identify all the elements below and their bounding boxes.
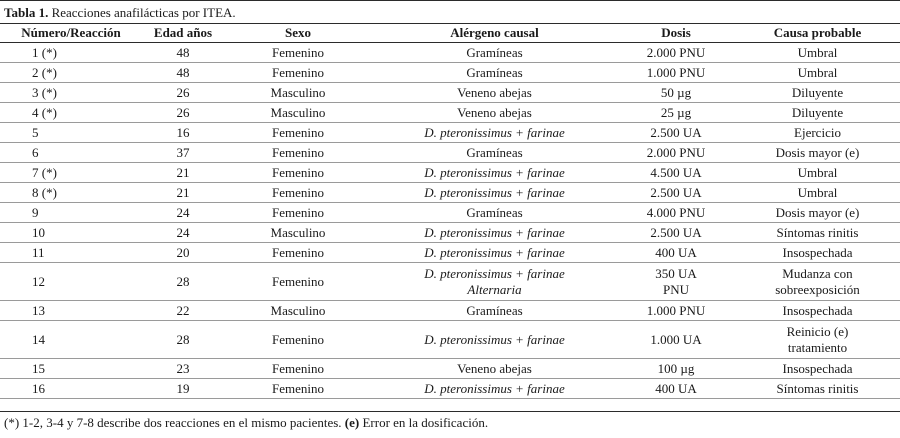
cell-edad: 16 bbox=[142, 123, 224, 143]
cell-alergeno bbox=[372, 203, 617, 223]
cell-sexo: Femenino bbox=[224, 143, 372, 163]
cell-edad: 48 bbox=[142, 43, 224, 63]
header-row bbox=[0, 23, 900, 43]
dosis-line: 2.500 UA bbox=[650, 224, 702, 240]
dosis-line: 25 µg bbox=[660, 104, 692, 120]
cell-edad: 20 bbox=[142, 243, 224, 263]
cell-dosis bbox=[617, 183, 735, 203]
footnote-mark: (e) bbox=[344, 415, 360, 430]
cell-sexo: Masculino bbox=[224, 301, 372, 321]
dosis-line: 400 UA bbox=[655, 380, 697, 396]
cell-sexo: Femenino bbox=[224, 243, 372, 263]
cell-edad: 48 bbox=[142, 63, 224, 83]
cell-numero: 5 bbox=[0, 123, 142, 143]
table-row bbox=[0, 301, 900, 321]
alergeno-line: D. pteronissimus + farinae bbox=[424, 380, 565, 396]
cell-alergeno bbox=[372, 143, 617, 163]
cell-dosis bbox=[617, 359, 735, 379]
cell-edad: 21 bbox=[142, 183, 224, 203]
cell-causa bbox=[735, 83, 900, 103]
table-body bbox=[0, 43, 900, 399]
table-row bbox=[0, 83, 900, 103]
col-header-numero: Número/Reacción bbox=[0, 23, 142, 43]
causa-line: Insospechada bbox=[782, 244, 853, 260]
cell-sexo: Femenino bbox=[224, 203, 372, 223]
causa-line: Diluyente bbox=[791, 104, 844, 120]
dosis-line: 4.500 UA bbox=[650, 164, 702, 180]
causa-line: Diluyente bbox=[791, 84, 844, 100]
alergeno-line: Gramíneas bbox=[466, 302, 523, 318]
table-row bbox=[0, 223, 900, 243]
cell-dosis bbox=[617, 243, 735, 263]
table-row bbox=[0, 163, 900, 183]
cell-sexo: Masculino bbox=[224, 223, 372, 243]
cell-numero: 16 bbox=[0, 379, 142, 399]
dosis-line: PNU bbox=[662, 281, 689, 297]
cell-causa bbox=[735, 243, 900, 263]
causa-line: Umbral bbox=[797, 44, 838, 60]
causa-line: Dosis mayor (e) bbox=[775, 204, 860, 220]
cell-dosis bbox=[617, 83, 735, 103]
alergeno-line: D. pteronissimus + farinae bbox=[424, 265, 565, 281]
cell-edad: 24 bbox=[142, 203, 224, 223]
cell-numero: 4 (*) bbox=[0, 103, 142, 123]
cell-numero: 3 (*) bbox=[0, 83, 142, 103]
dosis-line: 2.500 UA bbox=[650, 124, 702, 140]
cell-edad: 37 bbox=[142, 143, 224, 163]
cell-numero: 15 bbox=[0, 359, 142, 379]
alergeno-line: Veneno abejas bbox=[457, 360, 532, 376]
causa-line: Síntomas rinitis bbox=[776, 380, 859, 396]
cell-numero: 6 bbox=[0, 143, 142, 163]
table-row bbox=[0, 359, 900, 379]
cell-edad: 23 bbox=[142, 359, 224, 379]
cell-edad: 28 bbox=[142, 321, 224, 359]
cell-dosis bbox=[617, 143, 735, 163]
cell-causa bbox=[735, 263, 900, 301]
table-row bbox=[0, 63, 900, 83]
cell-alergeno bbox=[372, 103, 617, 123]
cell-causa bbox=[735, 379, 900, 399]
cell-edad: 21 bbox=[142, 163, 224, 183]
alergeno-line: D. pteronissimus + farinae bbox=[424, 244, 565, 260]
table-row bbox=[0, 203, 900, 223]
cell-dosis bbox=[617, 379, 735, 399]
causa-line: tratamiento bbox=[787, 339, 848, 355]
col-header-alergeno: Alérgeno causal bbox=[372, 23, 617, 43]
cell-dosis bbox=[617, 263, 735, 301]
alergeno-line: D. pteronissimus + farinae bbox=[424, 184, 565, 200]
cell-dosis bbox=[617, 163, 735, 183]
cell-numero: 11 bbox=[0, 243, 142, 263]
table-row bbox=[0, 123, 900, 143]
table-caption bbox=[4, 2, 236, 24]
cell-numero: 12 bbox=[0, 263, 142, 301]
dosis-line: 2.000 PNU bbox=[646, 44, 706, 60]
causa-line: Umbral bbox=[797, 184, 838, 200]
alergeno-line: Veneno abejas bbox=[457, 84, 532, 100]
cell-dosis bbox=[617, 43, 735, 63]
reactions-table bbox=[0, 23, 900, 399]
cell-causa bbox=[735, 359, 900, 379]
cell-causa bbox=[735, 123, 900, 143]
causa-line: Síntomas rinitis bbox=[776, 224, 859, 240]
table-footnote bbox=[4, 412, 488, 434]
causa-line: sobreexposición bbox=[775, 281, 860, 297]
cell-dosis bbox=[617, 223, 735, 243]
caption-text: Reacciones anafilácticas por ITEA. bbox=[51, 5, 236, 20]
cell-numero: 14 bbox=[0, 321, 142, 359]
causa-line: Insospechada bbox=[782, 302, 853, 318]
cell-sexo: Femenino bbox=[224, 43, 372, 63]
alergeno-line: Gramíneas bbox=[466, 144, 523, 160]
cell-alergeno bbox=[372, 379, 617, 399]
cell-alergeno bbox=[372, 223, 617, 243]
cell-edad: 28 bbox=[142, 263, 224, 301]
cell-sexo: Femenino bbox=[224, 183, 372, 203]
dosis-line: 350 UA bbox=[655, 265, 697, 281]
cell-causa bbox=[735, 183, 900, 203]
table-row bbox=[0, 103, 900, 123]
top-rule bbox=[0, 0, 900, 1]
table-row bbox=[0, 243, 900, 263]
col-header-sexo: Sexo bbox=[224, 23, 372, 43]
cell-numero: 1 (*) bbox=[0, 43, 142, 63]
cell-causa bbox=[735, 103, 900, 123]
col-header-causa: Causa probable bbox=[735, 23, 900, 43]
cell-sexo: Femenino bbox=[224, 379, 372, 399]
col-header-dosis: Dosis bbox=[617, 23, 735, 43]
dosis-line: 50 µg bbox=[660, 84, 692, 100]
table-row bbox=[0, 43, 900, 63]
alergeno-line: D. pteronissimus + farinae bbox=[424, 124, 565, 140]
alergeno-line: Alternaria bbox=[467, 281, 522, 297]
causa-line: Umbral bbox=[797, 164, 838, 180]
cell-alergeno bbox=[372, 43, 617, 63]
dosis-line: 400 UA bbox=[655, 244, 697, 260]
cell-causa bbox=[735, 163, 900, 183]
cell-causa bbox=[735, 301, 900, 321]
cell-dosis bbox=[617, 321, 735, 359]
cell-causa bbox=[735, 43, 900, 63]
cell-sexo: Masculino bbox=[224, 83, 372, 103]
cell-dosis bbox=[617, 123, 735, 143]
cell-alergeno bbox=[372, 321, 617, 359]
causa-line: Ejercicio bbox=[794, 124, 841, 140]
causa-line: Insospechada bbox=[782, 360, 853, 376]
cell-alergeno bbox=[372, 243, 617, 263]
cell-alergeno bbox=[372, 183, 617, 203]
cell-sexo: Femenino bbox=[224, 263, 372, 301]
cell-edad: 26 bbox=[142, 103, 224, 123]
table-row bbox=[0, 143, 900, 163]
dosis-line: 2.000 PNU bbox=[646, 144, 706, 160]
alergeno-line: D. pteronissimus + farinae bbox=[424, 224, 565, 240]
col-header-edad: Edad años bbox=[142, 23, 224, 43]
alergeno-line: Veneno abejas bbox=[457, 104, 532, 120]
dosis-line: 1.000 UA bbox=[650, 331, 702, 347]
cell-causa bbox=[735, 223, 900, 243]
cell-sexo: Femenino bbox=[224, 359, 372, 379]
cell-alergeno bbox=[372, 301, 617, 321]
footnote-part1: (*) 1-2, 3-4 y 7-8 describe dos reacciones en el mismo pacientes. bbox=[4, 415, 345, 430]
cell-numero: 13 bbox=[0, 301, 142, 321]
cell-dosis bbox=[617, 203, 735, 223]
alergeno-line: D. pteronissimus + farinae bbox=[424, 164, 565, 180]
cell-numero: 7 (*) bbox=[0, 163, 142, 183]
cell-edad: 19 bbox=[142, 379, 224, 399]
table-row bbox=[0, 263, 900, 301]
cell-dosis bbox=[617, 301, 735, 321]
table-row bbox=[0, 183, 900, 203]
caption-label: Tabla 1. bbox=[4, 5, 49, 20]
cell-sexo: Femenino bbox=[224, 321, 372, 359]
cell-edad: 24 bbox=[142, 223, 224, 243]
causa-line: Mudanza con bbox=[782, 265, 853, 281]
cell-sexo: Masculino bbox=[224, 103, 372, 123]
cell-alergeno bbox=[372, 163, 617, 183]
cell-numero: 10 bbox=[0, 223, 142, 243]
dosis-line: 1.000 PNU bbox=[646, 302, 706, 318]
alergeno-line: Gramíneas bbox=[466, 204, 523, 220]
cell-alergeno bbox=[372, 83, 617, 103]
cell-causa bbox=[735, 63, 900, 83]
cell-alergeno bbox=[372, 123, 617, 143]
table-row bbox=[0, 379, 900, 399]
cell-numero: 2 (*) bbox=[0, 63, 142, 83]
causa-line: Dosis mayor (e) bbox=[775, 144, 860, 160]
dosis-line: 1.000 PNU bbox=[646, 64, 706, 80]
dosis-line: 2.500 UA bbox=[650, 184, 702, 200]
dosis-line: 100 µg bbox=[657, 360, 695, 376]
footnote-part2: Error en la dosificación. bbox=[359, 415, 489, 430]
cell-sexo: Femenino bbox=[224, 163, 372, 183]
alergeno-line: Gramíneas bbox=[466, 64, 523, 80]
cell-edad: 22 bbox=[142, 301, 224, 321]
dosis-line: 4.000 PNU bbox=[646, 204, 706, 220]
table-row bbox=[0, 321, 900, 359]
cell-dosis bbox=[617, 103, 735, 123]
alergeno-line: D. pteronissimus + farinae bbox=[424, 331, 565, 347]
cell-sexo: Femenino bbox=[224, 123, 372, 143]
cell-causa bbox=[735, 203, 900, 223]
cell-numero: 9 bbox=[0, 203, 142, 223]
cell-alergeno bbox=[372, 63, 617, 83]
cell-edad: 26 bbox=[142, 83, 224, 103]
cell-dosis bbox=[617, 63, 735, 83]
cell-causa bbox=[735, 321, 900, 359]
cell-sexo: Femenino bbox=[224, 63, 372, 83]
alergeno-line: Gramíneas bbox=[466, 44, 523, 60]
causa-line: Umbral bbox=[797, 64, 838, 80]
cell-numero: 8 (*) bbox=[0, 183, 142, 203]
cell-alergeno bbox=[372, 359, 617, 379]
cell-causa bbox=[735, 143, 900, 163]
cell-alergeno bbox=[372, 263, 617, 301]
causa-line: Reinicio (e) bbox=[786, 323, 849, 339]
